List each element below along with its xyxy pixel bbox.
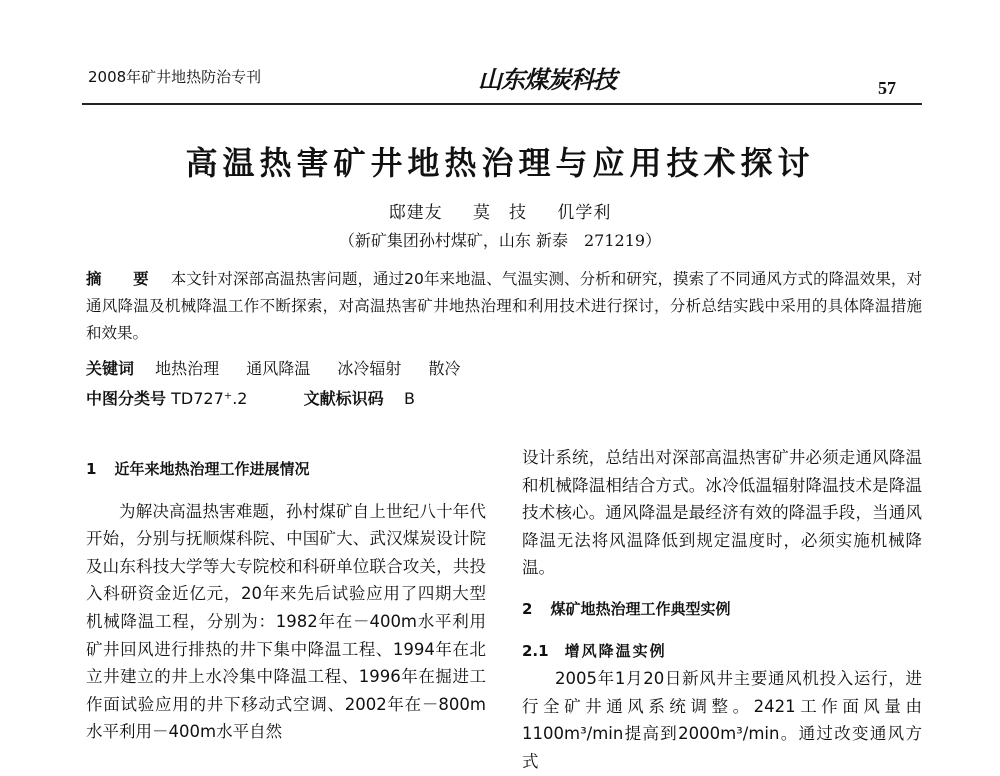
clc-value: TD727⁺.2 bbox=[171, 389, 248, 408]
author-3: 仉学利 bbox=[557, 203, 612, 223]
keyword: 地热治理 bbox=[155, 359, 220, 378]
author-1: 邸建友 bbox=[388, 203, 443, 223]
right-column bbox=[522, 444, 922, 776]
keyword: 通风降温 bbox=[246, 359, 311, 378]
classification-line bbox=[86, 386, 415, 409]
keywords bbox=[86, 356, 482, 379]
abstract-text: 本文针对深部高温热害问题，通过20年来地温、气温实测、分析和研究，摸索了不同通风方式的降温效果，对通风降温及机械降温工作不断探索，对高温热害矿井地热治理和利用技术进行探讨，分析总结实践中采用的具体降温措施和效果。 bbox=[86, 270, 922, 342]
page-number: 57 bbox=[878, 78, 896, 98]
left-column bbox=[86, 456, 486, 746]
section-1-paragraph: 为解决高温热害难题，孙村煤矿自上世纪八十年代开始，分别与抚顺煤科院、中国矿大、武汉煤炭设计院及山东科技大学等大专院校和科研单位联合攻关，共投入科研资金近亿元，20年来先后试验应用了四期大型机械降温工程，分别为：1982年在－400m水平利用矿井回风进行排热的井下集中降温工程、1994年在北立井建立的井上水冷集中降温工程、1996年在掘进工作面试验应用的井下移动式空调、2002年在－800m水平利用－400m水平自然 bbox=[86, 501, 486, 742]
section-2-heading: 2 煤矿地热治理工作典型实例 bbox=[522, 599, 731, 618]
keyword: 散冷 bbox=[428, 359, 461, 378]
affiliation: （新矿集团孙村煤矿，山东 新泰 271219） bbox=[338, 231, 662, 250]
doc-code-value: B bbox=[404, 389, 415, 408]
abstract bbox=[86, 266, 922, 347]
keyword: 冰冷辐射 bbox=[337, 359, 402, 378]
subsection-2-1-heading: 2.1 增风降温实例 bbox=[522, 641, 667, 660]
author-2: 莫 技 bbox=[473, 203, 527, 223]
keywords-label: 关键词 bbox=[86, 359, 135, 378]
continued-paragraph: 设计系统，总结出对深部高温热害矿井必须走通风降温和机械降温相结合方式。冰冷低温辐射降温技术是降温技术核心。通风降温是最经济有效的降温手段，当通风降温无法将风温降低到规定温度时，必须实施机械降温。 bbox=[522, 448, 922, 578]
clc-label: 中图分类号 bbox=[86, 389, 167, 408]
authors bbox=[0, 198, 1000, 223]
journal-name: 山东煤炭科技 bbox=[478, 65, 616, 94]
article-title: 高温热害矿井地热治理与应用技术探讨 bbox=[185, 144, 815, 182]
abstract-label: 摘 要 bbox=[86, 270, 157, 288]
doc-code-label: 文献标识码 bbox=[303, 389, 384, 408]
running-header-issue: 2008年矿井地热防治专刊 bbox=[88, 68, 262, 86]
header-rule bbox=[82, 103, 922, 105]
subsection-2-1-paragraph: 2005年1月20日新风井主要通风机投入运行，进行全矿井通风系统调整。2421工作面风量由1100m³/min提高到2000m³/min。通过改变通风方式 bbox=[522, 669, 922, 771]
section-1-heading: 1 近年来地热治理工作进展情况 bbox=[86, 460, 310, 478]
